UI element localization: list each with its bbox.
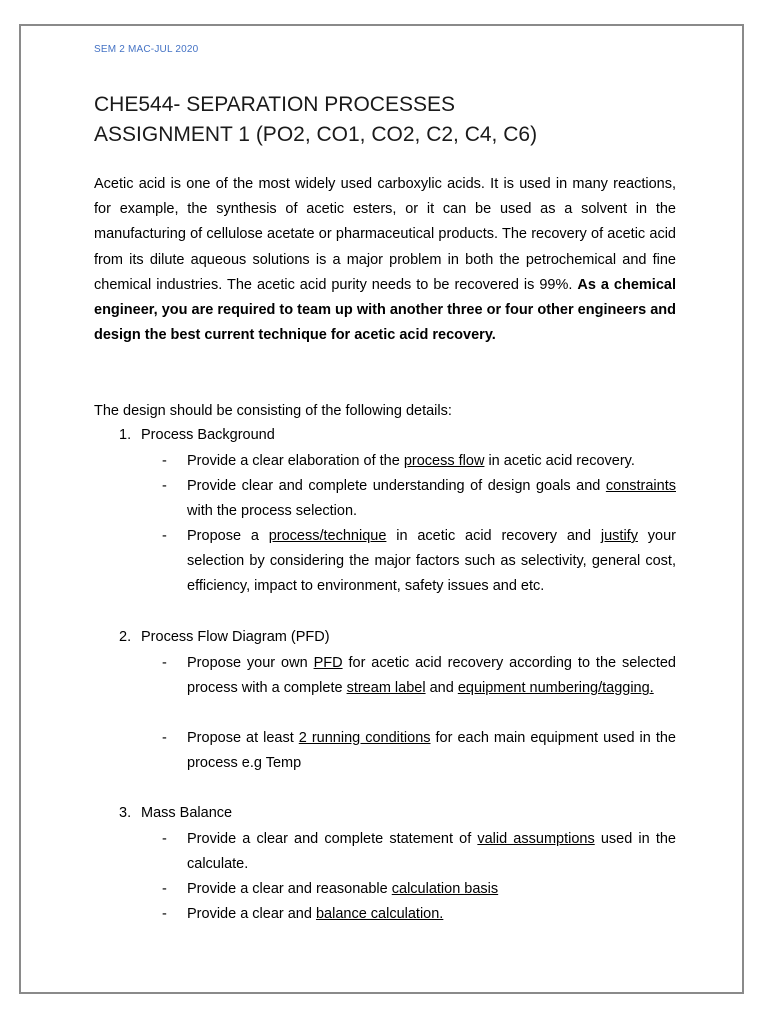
intro-text: Acetic acid is one of the most widely used carboxylic acids. It is used in many reactions, for example, the synthesis of acetic esters, or it can be used as a solvent in the manufacturing of cellulose acetate or pharmaceutical products. The recovery of acetic acid from its dilute aqueous solutions is a major problem in both the petrochemical and fine chemical industries. The acetic acid purity needs to be recovered is 99%. [94,176,676,293]
section-title: Process Background [141,427,275,443]
list-item [162,651,676,701]
list-item [162,474,676,524]
section-heading [119,625,330,650]
section-number: 2. [119,629,132,645]
dash-marker: - [162,655,167,671]
list-item [162,449,676,474]
section-number: 1. [119,427,132,443]
underlined-term: balance calculation. [315,906,444,922]
underlined-term: justify [600,528,638,544]
bullet-text: for acetic acid recovery according to the selected process with a complete [187,655,676,697]
bullet-text: Provide a clear and reasonable [187,881,392,897]
underlined-term: stream label [346,680,426,697]
dash-marker: - [162,831,167,847]
bullet-text: Provide a clear elaboration of the [187,453,404,469]
intro-bold-task: As a chemical engineer, you are required to team up with another three or four other engineers and design the best current technique for acetic acid recovery. [94,276,676,344]
underlined-term: process flow [403,453,485,469]
list-item [162,902,676,927]
section-number: 3. [119,805,132,821]
dash-marker: - [162,730,167,746]
list-item [162,827,676,877]
bullet-text: Provide a clear and complete statement of [187,831,478,847]
bullet-text: in acetic acid recovery. [484,453,635,469]
dash-marker: - [162,881,167,897]
design-lead: The design should be consisting of the following details: [94,403,452,419]
list-item [162,524,676,600]
page-title [94,90,537,150]
bullet-text: Provide clear and complete understanding of design goals and [187,478,606,494]
title-line-course: CHE544- SEPARATION PROCESSES [94,93,455,116]
underlined-term: 2 running conditions [298,730,431,746]
document-page [19,24,744,994]
bullet-text: your selection by considering the major factors such as selectivity, general cost, efficiency, impact to environment, safety issues and etc. [187,528,676,595]
section-heading [119,801,232,826]
title-line-assignment: ASSIGNMENT 1 (PO2, CO1, CO2, C2, C4, C6) [94,123,538,146]
section-title: Process Flow Diagram (PFD) [141,629,330,645]
underlined-term: equipment numbering/tagging. [457,680,654,697]
bullet-text: Propose your own [187,655,314,671]
dash-marker: - [162,478,167,494]
bullet-text: in acetic acid recovery and [386,528,601,544]
dash-marker: - [162,453,167,469]
list-item [162,877,676,902]
section-title: Mass Balance [141,805,233,821]
bullet-text: Propose a [187,528,269,544]
list-item [162,726,676,776]
section-heading [119,423,275,448]
underlined-term: constraints [605,478,676,494]
bullet-text: used in the calculate. [187,831,676,873]
intro-paragraph [94,172,676,348]
underlined-term: valid assumptions [477,831,595,847]
bullet-text: Provide a clear and [187,906,316,922]
dash-marker: - [162,906,167,922]
underlined-term: process/technique [268,528,387,544]
underlined-term: PFD [313,655,343,671]
semester-header: SEM 2 MAC-JUL 2020 [94,44,199,55]
bullet-text: and [425,680,458,697]
underlined-term: calculation basis [391,881,499,897]
bullet-text: with the process selection. [187,503,358,520]
bullet-text: for each main equipment used in the process e.g Temp [187,730,676,772]
bullet-text: Propose at least [187,730,299,746]
dash-marker: - [162,528,167,544]
